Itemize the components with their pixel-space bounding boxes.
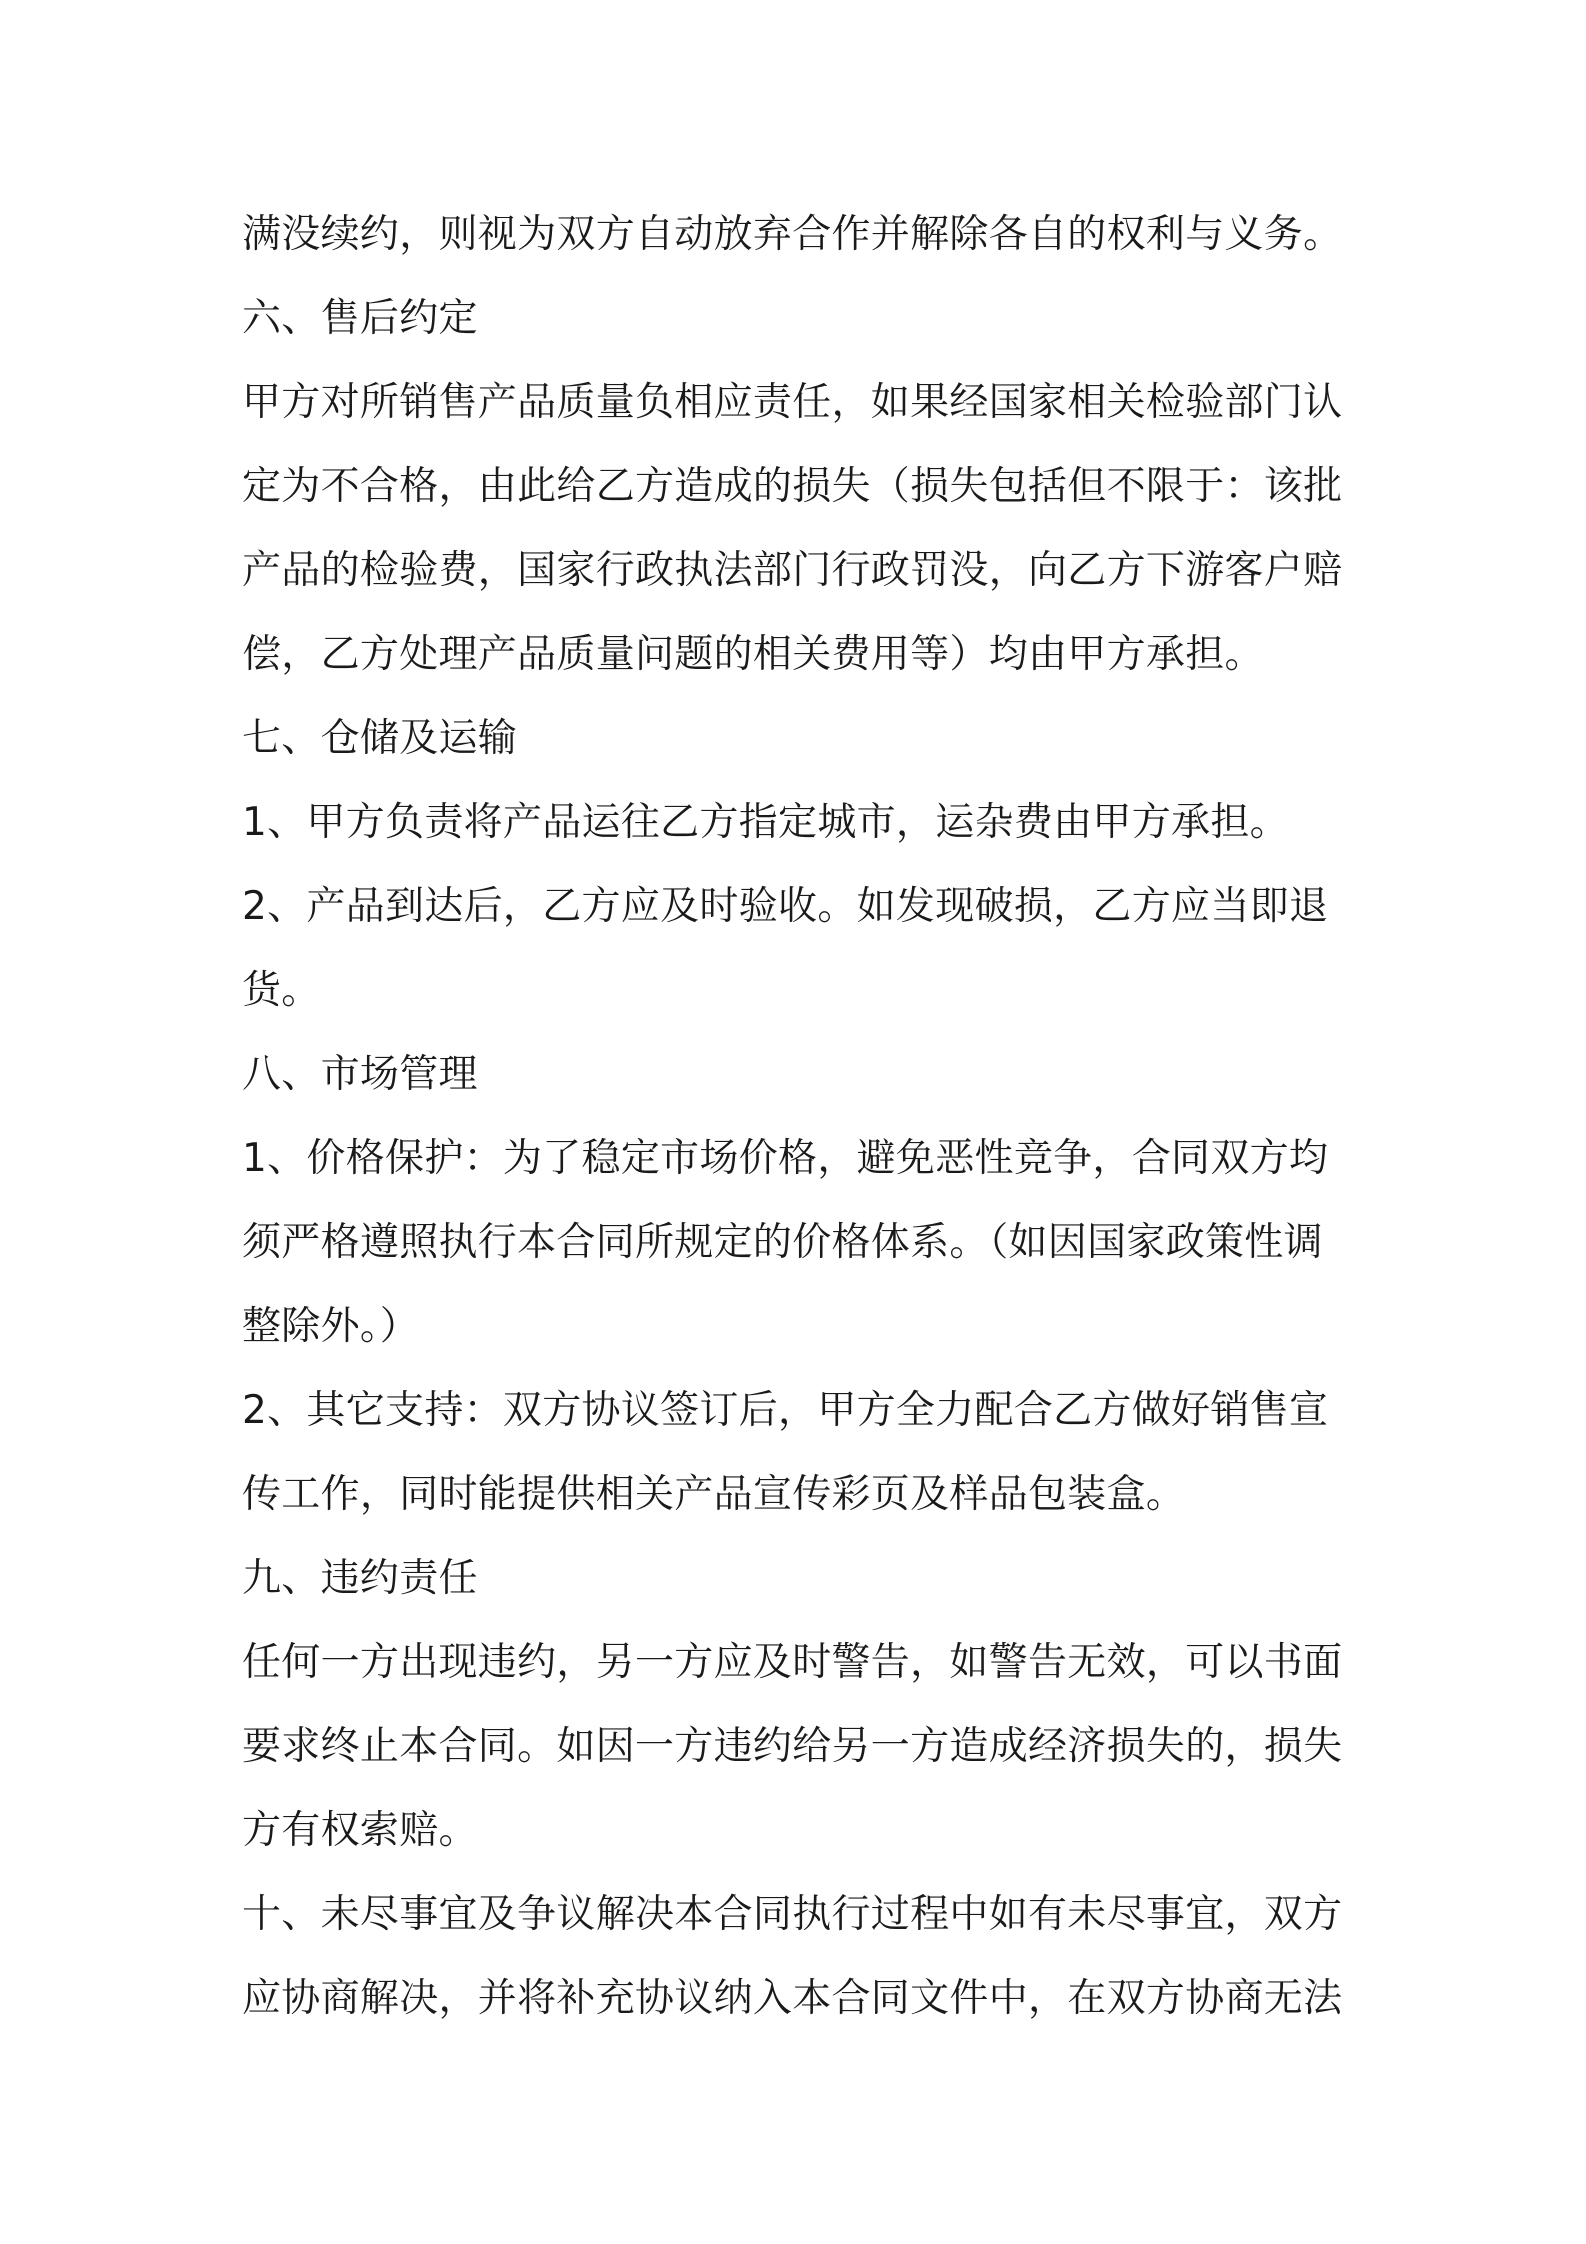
paragraph-line: 甲方对所销售产品质量负相应责任，如果经国家相关检验部门认	[242, 380, 1343, 425]
section-heading-storage-transport: 七、仓储及运输	[242, 716, 518, 761]
section-heading-after-sales: 六、售后约定	[242, 296, 478, 341]
paragraph-line: 2、其它支持：双方协议签订后，甲方全力配合乙方做好销售宣	[242, 1388, 1329, 1433]
paragraph-line: 传工作，同时能提供相关产品宣传彩页及样品包装盒。	[242, 1472, 1186, 1517]
paragraph-line: 要求终止本合同。如因一方违约给另一方造成经济损失的，损失	[242, 1724, 1343, 1769]
paragraph-line: 十、未尽事宜及争议解决本合同执行过程中如有未尽事宜，双方	[242, 1892, 1343, 1937]
paragraph-line: 满没续约，则视为双方自动放弃合作并解除各自的权利与义务。	[242, 212, 1343, 257]
paragraph-line: 须严格遵照执行本合同所规定的价格体系。（如因国家政策性调	[242, 1220, 1323, 1265]
paragraph-line: 货。	[242, 968, 321, 1013]
paragraph-line: 1、价格保护：为了稳定市场价格，避免恶性竞争，合同双方均	[242, 1136, 1329, 1181]
section-heading-market-management: 八、市场管理	[242, 1052, 478, 1097]
paragraph-line: 产品的检验费，国家行政执法部门行政罚没，向乙方下游客户赔	[242, 548, 1343, 593]
paragraph-line: 应协商解决，并将补充协议纳入本合同文件中，在双方协商无法	[242, 1976, 1343, 2021]
paragraph-line: 1、甲方负责将产品运往乙方指定城市，运杂费由甲方承担。	[242, 800, 1289, 845]
paragraph-line: 方有权索赔。	[242, 1808, 478, 1853]
paragraph-line: 定为不合格，由此给乙方造成的损失（损失包括但不限于：该批	[242, 464, 1343, 509]
paragraph-line: 2、产品到达后，乙方应及时验收。如发现破损，乙方应当即退	[242, 884, 1329, 929]
paragraph-line: 偿，乙方处理产品质量问题的相关费用等）均由甲方承担。	[242, 632, 1264, 677]
section-heading-breach-liability: 九、违约责任	[242, 1556, 478, 1601]
document-body	[242, 193, 1358, 2041]
paragraph-line: 任何一方出现违约，另一方应及时警告，如警告无效，可以书面	[242, 1640, 1343, 1685]
paragraph-line: 整除外。）	[242, 1304, 420, 1349]
